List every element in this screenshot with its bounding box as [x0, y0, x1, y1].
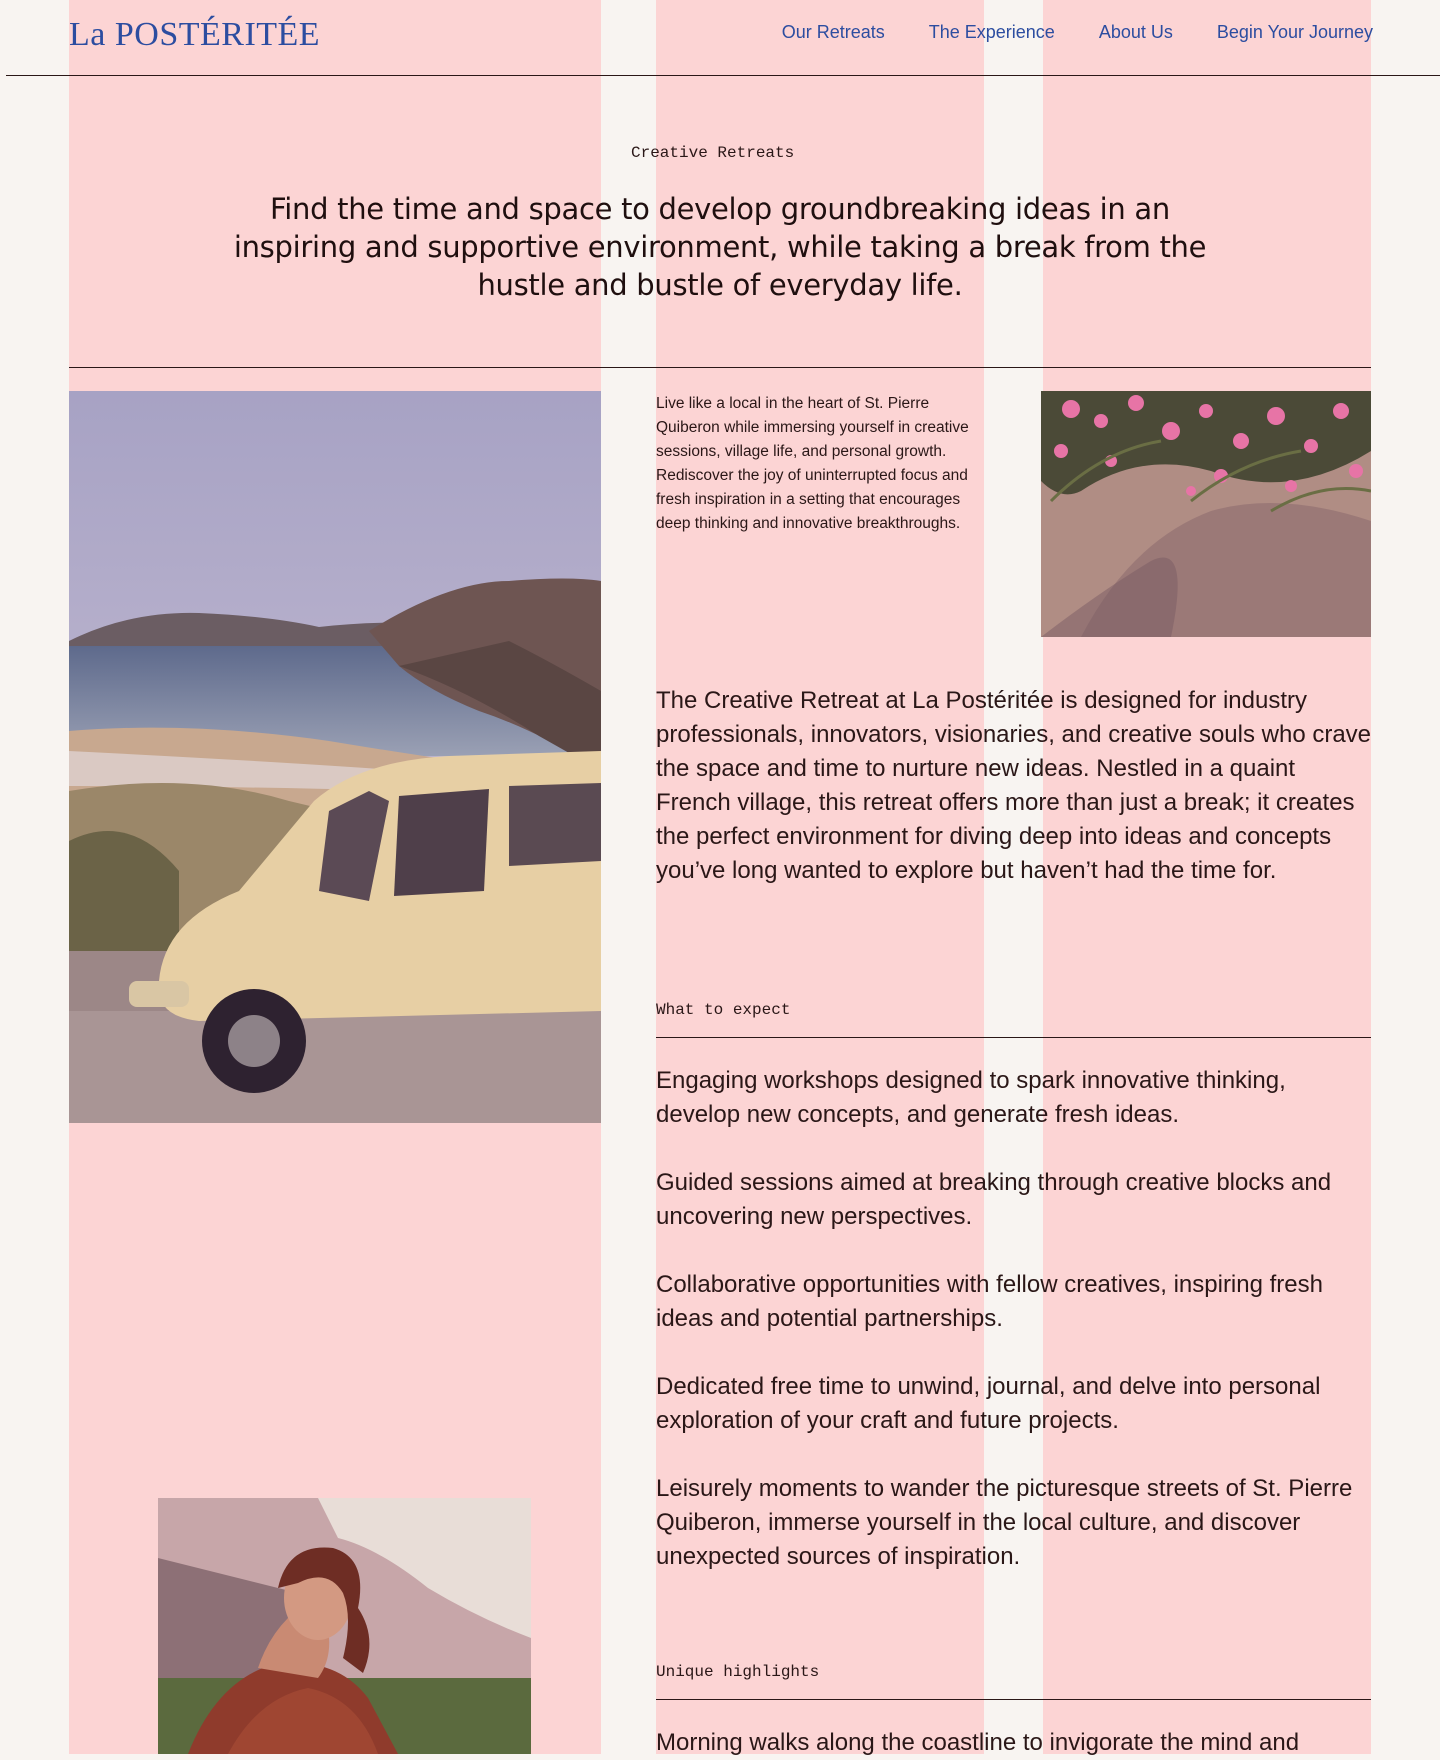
expect-list [656, 1064, 1376, 1608]
intro-small-text: Live like a local in the heart of St. Pierre Quiberon while immersing yourself in creative sessions, village life, and personal growth. Rediscover the joy of uninterrupted focus and fresh inspiration in a setting that encourages deep thinking and innovative breakthroughs. [656, 395, 969, 532]
logo-name: POSTÉRITÉE [114, 16, 321, 53]
woman-portrait-image [158, 1498, 531, 1754]
hero-headline: Find the time and space to develop groundbreaking ideas in an inspiring and supportive environment, while taking a break from the hustle and bustle of everyday life. [233, 192, 1207, 302]
header-divider [6, 75, 1440, 76]
intro-body-text: The Creative Retreat at La Postéritée is designed for industry professionals, innovators, visionaries, and creative souls who crave the space and time to nurture new ideas. Nestled in a quaint French village, this retreat offers more than just a break; it creates the perfect environment for diving deep into ideas and concepts you’ve long wanted to explore but haven’t had the time for. [656, 687, 1372, 884]
site-logo[interactable] [69, 16, 320, 54]
coast-car-image [69, 391, 601, 1123]
site-header [0, 0, 1440, 76]
highlights-item-morning-walks: Morning walks along the coastline to invigorate the mind and [656, 1729, 1300, 1756]
main-nav [782, 22, 1373, 43]
nav-begin-your-journey[interactable]: Begin Your Journey [1216, 22, 1373, 42]
expect-item-collaborative: Collaborative opportunities with fellow creatives, inspiring fresh ideas and potential partnerships. [656, 1271, 1323, 1332]
hero-divider [69, 367, 1371, 368]
nav-the-experience[interactable]: The Experience [928, 22, 1055, 42]
expect-divider [656, 1037, 1371, 1038]
hero-eyebrow: Creative Retreats [631, 144, 795, 162]
logo-la: La [69, 16, 106, 53]
nav-about-us[interactable]: About Us [1098, 22, 1173, 42]
expect-item-guided-sessions: Guided sessions aimed at breaking through creative blocks and uncovering new perspectives. [656, 1169, 1332, 1230]
nav-our-retreats[interactable]: Our Retreats [781, 22, 885, 42]
flowers-wall-image [1041, 391, 1371, 637]
expect-item-leisurely: Leisurely moments to wander the picturesque streets of St. Pierre Quiberon, immerse yourself in the local culture, and discover unexpected sources of inspiration. [656, 1475, 1353, 1570]
expect-item-free-time: Dedicated free time to unwind, journal, and delve into personal exploration of your craft and future projects. [656, 1373, 1321, 1434]
highlights-divider [656, 1699, 1371, 1700]
expect-label: What to expect [656, 1001, 791, 1019]
expect-item-workshops: Engaging workshops designed to spark innovative thinking, develop new concepts, and generate fresh ideas. [656, 1067, 1286, 1128]
highlights-label: Unique highlights [656, 1663, 820, 1681]
